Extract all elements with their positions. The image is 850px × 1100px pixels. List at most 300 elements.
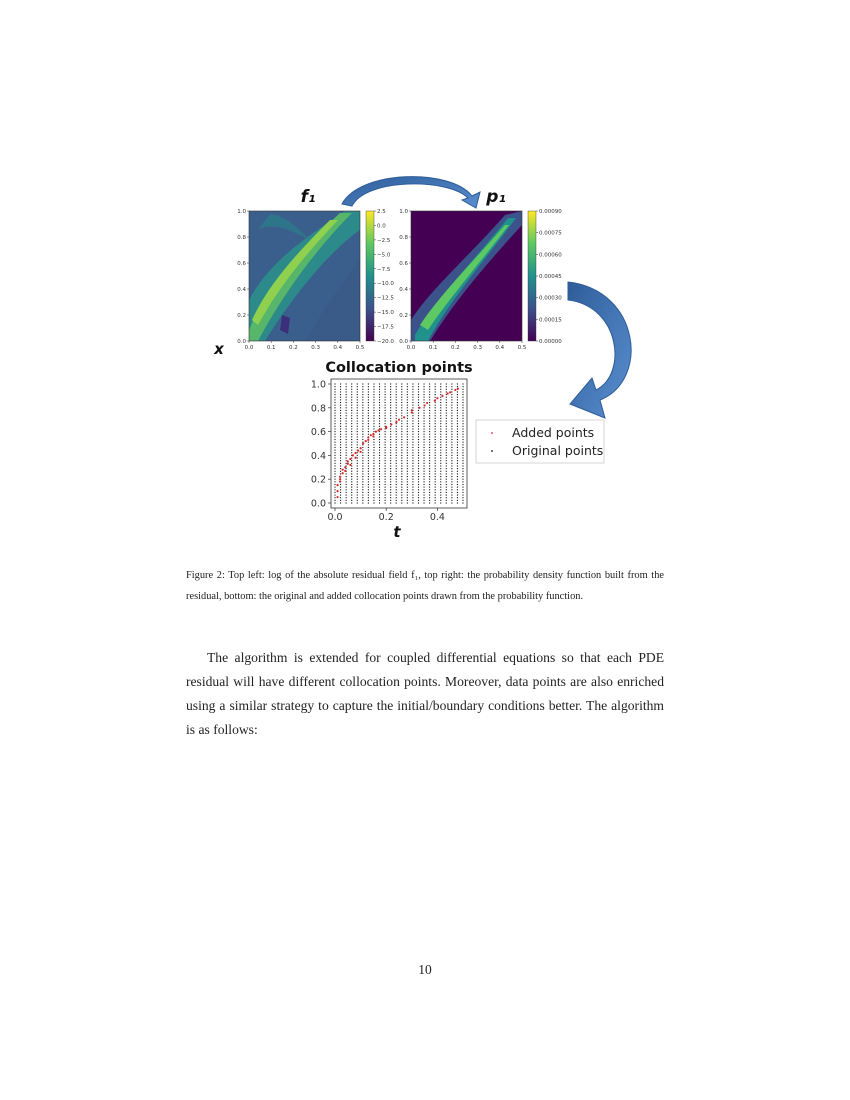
original-point bbox=[357, 431, 358, 432]
original-point bbox=[346, 426, 347, 427]
original-point bbox=[385, 495, 386, 496]
original-point bbox=[396, 428, 397, 429]
original-point bbox=[368, 442, 369, 443]
original-point bbox=[368, 465, 369, 466]
collocation-ytick-label: 1.0 bbox=[310, 379, 326, 391]
original-point bbox=[390, 413, 391, 414]
original-point bbox=[462, 383, 463, 384]
original-point bbox=[418, 473, 419, 474]
original-point bbox=[357, 436, 358, 437]
original-point bbox=[412, 479, 413, 480]
original-point bbox=[457, 489, 458, 490]
original-point bbox=[357, 497, 358, 498]
original-point bbox=[334, 407, 335, 408]
original-point bbox=[401, 420, 402, 421]
original-point bbox=[412, 397, 413, 398]
original-point bbox=[435, 394, 436, 395]
original-point bbox=[451, 487, 452, 488]
original-point bbox=[435, 436, 436, 437]
original-point bbox=[351, 407, 352, 408]
original-point bbox=[340, 418, 341, 419]
original-point bbox=[412, 452, 413, 453]
original-point bbox=[379, 436, 380, 437]
original-point bbox=[334, 460, 335, 461]
original-point bbox=[362, 455, 363, 456]
original-point bbox=[457, 394, 458, 395]
original-point bbox=[440, 418, 441, 419]
added-point bbox=[339, 478, 341, 480]
original-point bbox=[429, 502, 430, 503]
original-point bbox=[396, 450, 397, 451]
original-point bbox=[379, 489, 380, 490]
original-point bbox=[390, 397, 391, 398]
original-point bbox=[346, 431, 347, 432]
original-point bbox=[418, 463, 419, 464]
original-point bbox=[351, 502, 352, 503]
original-point bbox=[457, 468, 458, 469]
original-point bbox=[418, 431, 419, 432]
page-number: 10 bbox=[418, 962, 432, 977]
original-point bbox=[429, 457, 430, 458]
original-point bbox=[423, 457, 424, 458]
original-point bbox=[379, 426, 380, 427]
original-point bbox=[451, 502, 452, 503]
left-panel-title: f₁ bbox=[300, 187, 316, 207]
original-point bbox=[351, 447, 352, 448]
original-point bbox=[418, 415, 419, 416]
original-point bbox=[407, 413, 408, 414]
original-point bbox=[440, 487, 441, 488]
original-point bbox=[340, 442, 341, 443]
original-point bbox=[451, 468, 452, 469]
original-point bbox=[396, 415, 397, 416]
original-point bbox=[418, 383, 419, 384]
original-point bbox=[385, 450, 386, 451]
original-point bbox=[379, 460, 380, 461]
original-point bbox=[334, 405, 335, 406]
original-point bbox=[390, 439, 391, 440]
original-point bbox=[457, 502, 458, 503]
original-point bbox=[351, 434, 352, 435]
original-point bbox=[423, 407, 424, 408]
original-point bbox=[390, 473, 391, 474]
original-point bbox=[351, 436, 352, 437]
original-point bbox=[407, 389, 408, 390]
original-point bbox=[446, 500, 447, 501]
original-point bbox=[457, 471, 458, 472]
original-point bbox=[334, 476, 335, 477]
legend-original-marker bbox=[491, 450, 493, 452]
original-point bbox=[457, 500, 458, 501]
original-point bbox=[423, 468, 424, 469]
original-point bbox=[412, 391, 413, 392]
original-point bbox=[457, 407, 458, 408]
original-point bbox=[357, 484, 358, 485]
original-point bbox=[368, 428, 369, 429]
original-point bbox=[423, 455, 424, 456]
original-point bbox=[451, 389, 452, 390]
added-point bbox=[454, 389, 456, 391]
original-point bbox=[390, 391, 391, 392]
original-point bbox=[362, 489, 363, 490]
original-point bbox=[423, 428, 424, 429]
original-point bbox=[412, 460, 413, 461]
original-point bbox=[396, 431, 397, 432]
original-point bbox=[385, 415, 386, 416]
original-point bbox=[440, 484, 441, 485]
original-point bbox=[440, 481, 441, 482]
original-point bbox=[451, 455, 452, 456]
original-point bbox=[379, 487, 380, 488]
original-point bbox=[362, 479, 363, 480]
original-point bbox=[418, 492, 419, 493]
original-point bbox=[379, 399, 380, 400]
original-point bbox=[351, 439, 352, 440]
original-point bbox=[396, 502, 397, 503]
original-point bbox=[390, 468, 391, 469]
original-point bbox=[334, 383, 335, 384]
legend-original-label: Original points bbox=[512, 443, 604, 458]
original-point bbox=[385, 489, 386, 490]
original-point bbox=[401, 465, 402, 466]
original-point bbox=[457, 423, 458, 424]
original-point bbox=[379, 468, 380, 469]
original-point bbox=[346, 479, 347, 480]
original-point bbox=[362, 434, 363, 435]
original-point bbox=[373, 484, 374, 485]
added-point bbox=[395, 421, 397, 423]
original-point bbox=[451, 460, 452, 461]
original-point bbox=[334, 434, 335, 435]
original-point bbox=[346, 447, 347, 448]
original-point bbox=[412, 415, 413, 416]
original-point bbox=[423, 495, 424, 496]
original-point bbox=[429, 473, 430, 474]
original-point bbox=[368, 423, 369, 424]
original-point bbox=[379, 439, 380, 440]
original-point bbox=[357, 452, 358, 453]
original-point bbox=[412, 434, 413, 435]
original-point bbox=[401, 415, 402, 416]
original-point bbox=[379, 497, 380, 498]
original-point bbox=[385, 447, 386, 448]
original-point bbox=[351, 397, 352, 398]
original-point bbox=[462, 457, 463, 458]
added-point bbox=[398, 419, 400, 421]
original-point bbox=[346, 476, 347, 477]
original-point bbox=[340, 391, 341, 392]
original-point bbox=[362, 402, 363, 403]
original-point bbox=[390, 455, 391, 456]
original-point bbox=[401, 399, 402, 400]
left-ytick-label: 0.8 bbox=[237, 235, 246, 241]
original-point bbox=[396, 492, 397, 493]
original-point bbox=[423, 434, 424, 435]
original-point bbox=[457, 450, 458, 451]
right-ytick-label: 0.4 bbox=[399, 287, 408, 293]
original-point bbox=[362, 468, 363, 469]
original-point bbox=[385, 468, 386, 469]
original-point bbox=[440, 495, 441, 496]
left-xtick-label: 0.5 bbox=[355, 345, 365, 351]
original-point bbox=[451, 391, 452, 392]
original-point bbox=[351, 383, 352, 384]
original-point bbox=[390, 450, 391, 451]
original-point bbox=[462, 418, 463, 419]
original-point bbox=[462, 452, 463, 453]
original-point bbox=[435, 434, 436, 435]
original-point bbox=[362, 463, 363, 464]
original-point bbox=[385, 479, 386, 480]
original-point bbox=[340, 484, 341, 485]
original-point bbox=[429, 426, 430, 427]
original-point bbox=[423, 476, 424, 477]
original-point bbox=[373, 479, 374, 480]
original-point bbox=[396, 465, 397, 466]
original-point bbox=[418, 402, 419, 403]
original-point bbox=[351, 389, 352, 390]
original-point bbox=[418, 405, 419, 406]
original-point bbox=[446, 455, 447, 456]
original-point bbox=[340, 444, 341, 445]
original-point bbox=[423, 413, 424, 414]
original-point bbox=[462, 413, 463, 414]
original-point bbox=[401, 410, 402, 411]
original-point bbox=[412, 471, 413, 472]
original-point bbox=[412, 457, 413, 458]
original-point bbox=[457, 399, 458, 400]
original-point bbox=[429, 415, 430, 416]
original-point bbox=[390, 386, 391, 387]
original-point bbox=[423, 410, 424, 411]
original-point bbox=[340, 492, 341, 493]
original-point bbox=[368, 484, 369, 485]
original-point bbox=[407, 436, 408, 437]
original-point bbox=[451, 386, 452, 387]
original-point bbox=[351, 391, 352, 392]
original-point bbox=[440, 399, 441, 400]
original-point bbox=[446, 460, 447, 461]
added-point bbox=[336, 496, 338, 498]
original-point bbox=[396, 457, 397, 458]
original-point bbox=[334, 463, 335, 464]
original-point bbox=[373, 492, 374, 493]
original-point bbox=[340, 471, 341, 472]
original-point bbox=[429, 413, 430, 414]
original-point bbox=[379, 394, 380, 395]
original-point bbox=[362, 500, 363, 501]
original-point bbox=[340, 463, 341, 464]
original-point bbox=[446, 471, 447, 472]
original-point bbox=[412, 502, 413, 503]
original-point bbox=[462, 489, 463, 490]
original-point bbox=[457, 434, 458, 435]
original-point bbox=[396, 479, 397, 480]
original-point bbox=[440, 402, 441, 403]
original-point bbox=[423, 426, 424, 427]
original-point bbox=[429, 452, 430, 453]
original-point bbox=[379, 397, 380, 398]
right-ytick-label: 0.0 bbox=[399, 339, 408, 345]
original-point bbox=[390, 460, 391, 461]
original-point bbox=[462, 405, 463, 406]
original-point bbox=[440, 415, 441, 416]
original-point bbox=[346, 428, 347, 429]
added-point bbox=[411, 409, 413, 411]
original-point bbox=[373, 463, 374, 464]
legend-added-label: Added points bbox=[512, 425, 595, 440]
left-cbar-tick-label: 2.5 bbox=[377, 209, 386, 215]
original-point bbox=[401, 423, 402, 424]
original-point bbox=[346, 394, 347, 395]
original-point bbox=[423, 484, 424, 485]
original-point bbox=[390, 394, 391, 395]
original-point bbox=[423, 473, 424, 474]
left-cbar-tick-label: 0.0 bbox=[377, 223, 386, 230]
added-point bbox=[365, 440, 367, 442]
original-point bbox=[412, 418, 413, 419]
original-point bbox=[346, 423, 347, 424]
original-point bbox=[407, 423, 408, 424]
original-point bbox=[429, 418, 430, 419]
original-point bbox=[357, 468, 358, 469]
original-point bbox=[379, 452, 380, 453]
original-point bbox=[451, 500, 452, 501]
original-point bbox=[368, 386, 369, 387]
original-point bbox=[457, 455, 458, 456]
original-point bbox=[351, 405, 352, 406]
original-point bbox=[462, 423, 463, 424]
original-point bbox=[346, 452, 347, 453]
original-point bbox=[340, 495, 341, 496]
original-point bbox=[435, 397, 436, 398]
original-point bbox=[401, 402, 402, 403]
original-point bbox=[435, 481, 436, 482]
original-point bbox=[385, 402, 386, 403]
original-point bbox=[390, 495, 391, 496]
original-point bbox=[457, 383, 458, 384]
original-point bbox=[412, 476, 413, 477]
original-point bbox=[346, 460, 347, 461]
original-point bbox=[457, 410, 458, 411]
original-point bbox=[340, 460, 341, 461]
original-point bbox=[435, 426, 436, 427]
original-point bbox=[346, 502, 347, 503]
original-point bbox=[440, 500, 441, 501]
original-point bbox=[373, 397, 374, 398]
original-point bbox=[446, 463, 447, 464]
original-point bbox=[401, 468, 402, 469]
original-point bbox=[351, 423, 352, 424]
original-point bbox=[373, 457, 374, 458]
original-point bbox=[357, 405, 358, 406]
original-point bbox=[462, 476, 463, 477]
original-point bbox=[418, 457, 419, 458]
original-point bbox=[357, 386, 358, 387]
original-point bbox=[429, 463, 430, 464]
original-point bbox=[357, 442, 358, 443]
original-point bbox=[334, 399, 335, 400]
legend-added-marker bbox=[491, 432, 493, 434]
right-cbar-tick-label: 0.00090 bbox=[539, 209, 562, 215]
original-point bbox=[423, 444, 424, 445]
original-point bbox=[334, 484, 335, 485]
original-point bbox=[423, 479, 424, 480]
original-point bbox=[362, 457, 363, 458]
original-point bbox=[429, 420, 430, 421]
original-point bbox=[435, 487, 436, 488]
original-point bbox=[362, 391, 363, 392]
original-point bbox=[373, 489, 374, 490]
original-point bbox=[407, 502, 408, 503]
original-point bbox=[340, 434, 341, 435]
original-point bbox=[396, 394, 397, 395]
original-point bbox=[351, 465, 352, 466]
original-point bbox=[396, 410, 397, 411]
original-point bbox=[379, 413, 380, 414]
original-point bbox=[401, 386, 402, 387]
original-point bbox=[334, 402, 335, 403]
original-point bbox=[435, 452, 436, 453]
original-point bbox=[435, 415, 436, 416]
added-point bbox=[367, 439, 369, 441]
original-point bbox=[401, 444, 402, 445]
original-point bbox=[462, 455, 463, 456]
original-point bbox=[357, 397, 358, 398]
original-point bbox=[451, 413, 452, 414]
original-point bbox=[446, 423, 447, 424]
original-point bbox=[379, 495, 380, 496]
collocation-legend bbox=[476, 420, 604, 463]
original-point bbox=[357, 502, 358, 503]
original-point bbox=[440, 468, 441, 469]
original-point bbox=[418, 413, 419, 414]
original-point bbox=[368, 495, 369, 496]
original-point bbox=[390, 418, 391, 419]
original-point bbox=[418, 399, 419, 400]
original-point bbox=[346, 487, 347, 488]
original-point bbox=[334, 450, 335, 451]
original-point bbox=[368, 394, 369, 395]
original-point bbox=[423, 391, 424, 392]
original-point bbox=[412, 487, 413, 488]
original-point bbox=[440, 502, 441, 503]
original-point bbox=[462, 502, 463, 503]
original-point bbox=[390, 457, 391, 458]
original-point bbox=[440, 420, 441, 421]
original-point bbox=[362, 447, 363, 448]
original-point bbox=[385, 465, 386, 466]
original-point bbox=[396, 468, 397, 469]
original-point bbox=[334, 502, 335, 503]
original-point bbox=[346, 492, 347, 493]
original-point bbox=[423, 465, 424, 466]
original-point bbox=[334, 436, 335, 437]
original-point bbox=[346, 434, 347, 435]
original-point bbox=[440, 410, 441, 411]
original-point bbox=[446, 489, 447, 490]
original-point bbox=[357, 439, 358, 440]
original-point bbox=[446, 394, 447, 395]
original-point bbox=[362, 426, 363, 427]
original-point bbox=[446, 418, 447, 419]
original-point bbox=[401, 479, 402, 480]
original-point bbox=[385, 452, 386, 453]
original-point bbox=[368, 413, 369, 414]
right-xtick-label: 0.4 bbox=[495, 345, 505, 351]
original-point bbox=[385, 394, 386, 395]
original-point bbox=[457, 452, 458, 453]
